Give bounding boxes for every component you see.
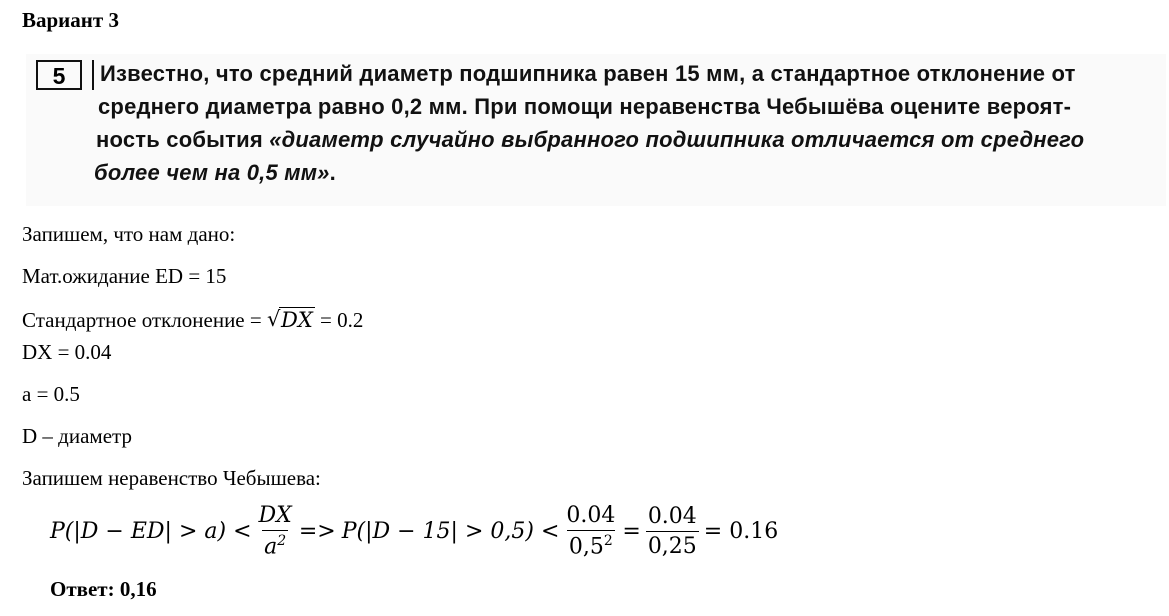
task-text-line-3 xyxy=(96,127,1084,153)
fraction-3-numerator: 0.04 xyxy=(647,503,697,529)
task-text-line-2: среднего диаметра равно 0,2 мм. При помощи неравенства Чебышёва оцените вероят- xyxy=(98,94,1072,119)
inequality-heading: Запишем неравенство Чебышева: xyxy=(22,466,321,490)
given-heading: Запишем, что нам дано: xyxy=(22,222,236,246)
fraction-2-denominator-base: 0,5 xyxy=(568,534,604,560)
mean-line: Мат.ожидание ED = 15 xyxy=(22,264,227,288)
fraction-1-numerator: DX xyxy=(258,503,292,528)
task-text-line-3-italic: «диаметр случайно выбранного подшипника отличается от среднего xyxy=(269,127,1085,152)
task-divider xyxy=(92,60,94,90)
sqrt-expression xyxy=(267,308,315,332)
implies-arrow: => xyxy=(298,518,336,544)
fraction-2-denominator xyxy=(567,530,615,559)
std-dev-label: Стандартное отклонение = xyxy=(22,308,267,332)
fraction-1-denominator xyxy=(262,530,288,559)
task-number-badge: 5 xyxy=(36,60,82,90)
task-text-line-1: Известно, что средний диаметр подшипника равен 15 мм, а стандартное отклонение от xyxy=(100,61,1076,86)
equals-sign: = xyxy=(622,518,641,544)
task-text-line-4-italic: более чем на 0,5 мм» xyxy=(94,160,330,185)
task-text-line-4-end: . xyxy=(329,160,336,185)
a-line: a = 0.5 xyxy=(22,382,80,406)
variance-line: DX = 0.04 xyxy=(22,340,112,364)
chebyshev-formula xyxy=(50,503,778,559)
radical-sign: √ xyxy=(266,307,281,331)
fraction-1-denominator-base: a xyxy=(264,534,278,560)
formula-result: = 0.16 xyxy=(703,518,779,544)
fraction-004-over-025 xyxy=(646,504,699,559)
task-scan-block xyxy=(26,54,1166,206)
std-dev-value: = 0.2 xyxy=(314,308,364,332)
task-text-line-4 xyxy=(94,160,336,186)
fraction-2-exponent: 2 xyxy=(603,533,613,549)
fraction-dx-over-a2 xyxy=(257,503,294,559)
fraction-3-denominator: 0,25 xyxy=(646,531,699,559)
d-definition-line: D – диаметр xyxy=(22,424,132,448)
formula-middle: P(|D − 15| > 0,5) < xyxy=(341,518,560,544)
answer-line: Ответ: 0,16 xyxy=(50,577,157,601)
fraction-004-over-052 xyxy=(564,503,617,559)
sqrt-radicand: DX xyxy=(280,308,313,332)
task-text-line-3-plain: ность события xyxy=(96,127,270,152)
fraction-2-numerator: 0.04 xyxy=(566,503,616,528)
formula-lhs: P(|D − ED| > a) < xyxy=(50,518,252,544)
std-dev-line xyxy=(22,308,363,333)
fraction-1-exponent: 2 xyxy=(277,533,287,549)
page-title: Вариант 3 xyxy=(22,8,119,32)
